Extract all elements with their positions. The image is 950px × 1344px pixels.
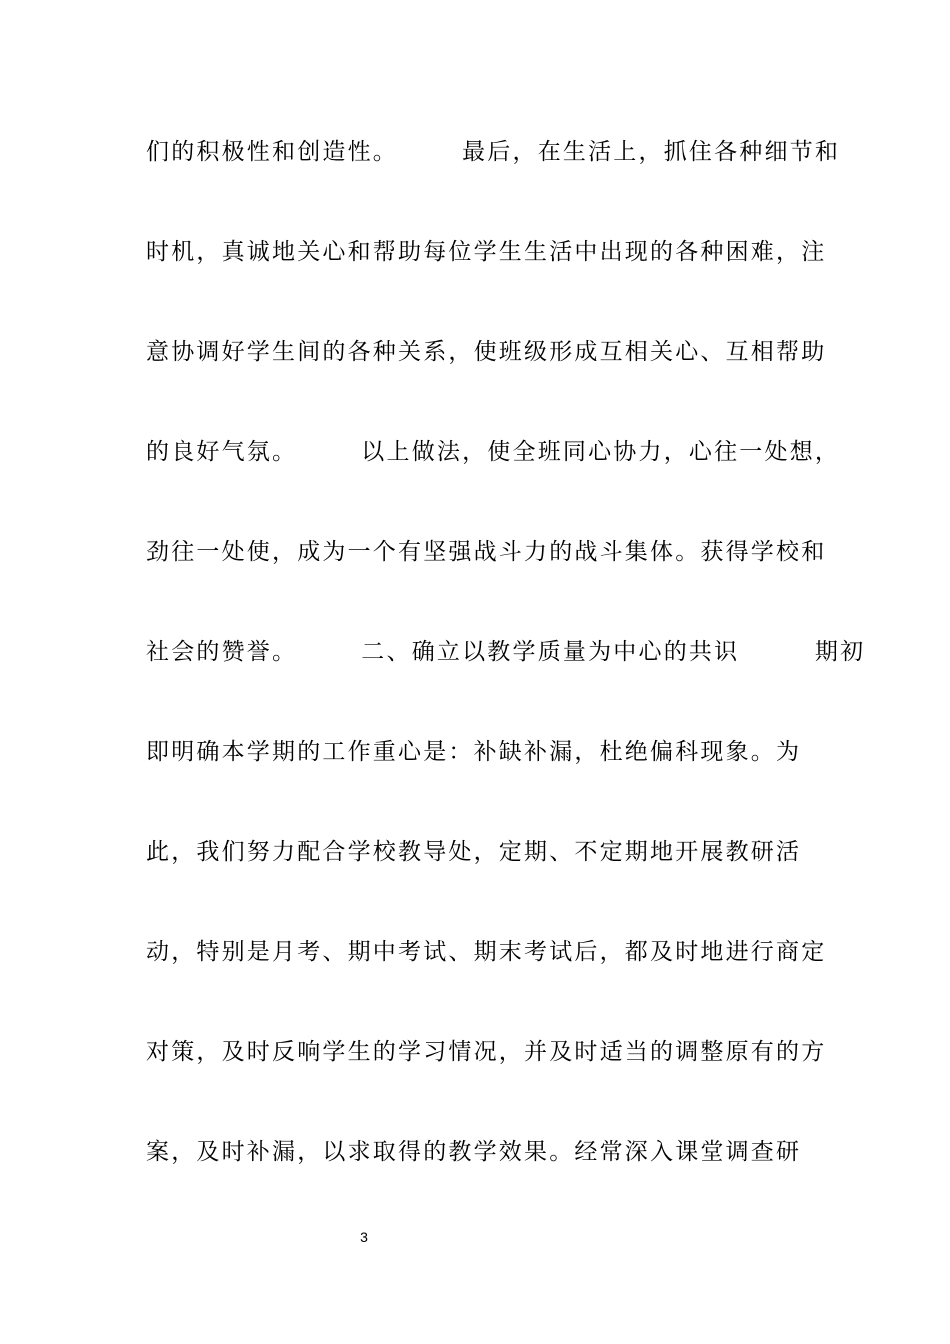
- text-line: 劲往一处使，成为一个有坚强战斗力的战斗集体。获得学校和: [146, 539, 827, 565]
- text-line: 社会的赞誉。 二、确立以教学质量为中心的共识 期初: [146, 639, 866, 665]
- text-line: 案，及时补漏，以求取得的教学效果。经常深入课堂调查研: [146, 1139, 802, 1165]
- text-line: 们的积极性和创造性。 最后，在生活上，抓住各种细节和: [146, 139, 841, 165]
- text-line: 时机，真诚地关心和帮助每位学生生活中出现的各种困难，注: [146, 239, 827, 265]
- page-number: 3: [360, 1229, 368, 1245]
- text-line: 动，特别是月考、期中考试、期末考试后，都及时地进行商定: [146, 939, 827, 965]
- text-line: 此，我们努力配合学校教导处，定期、不定期地开展教研活: [146, 839, 802, 865]
- text-line: 对策，及时反响学生的学习情况，并及时适当的调整原有的方: [146, 1039, 827, 1065]
- text-line: 意协调好学生间的各种关系，使班级形成互相关心、互相帮助: [146, 339, 827, 365]
- text-line: 的良好气氛。 以上做法，使全班同心协力，心往一处想，: [146, 439, 841, 465]
- body-text: [146, 127, 866, 1227]
- text-line: 即明确本学期的工作重心是：补缺补漏，杜绝偏科现象。为: [146, 739, 802, 765]
